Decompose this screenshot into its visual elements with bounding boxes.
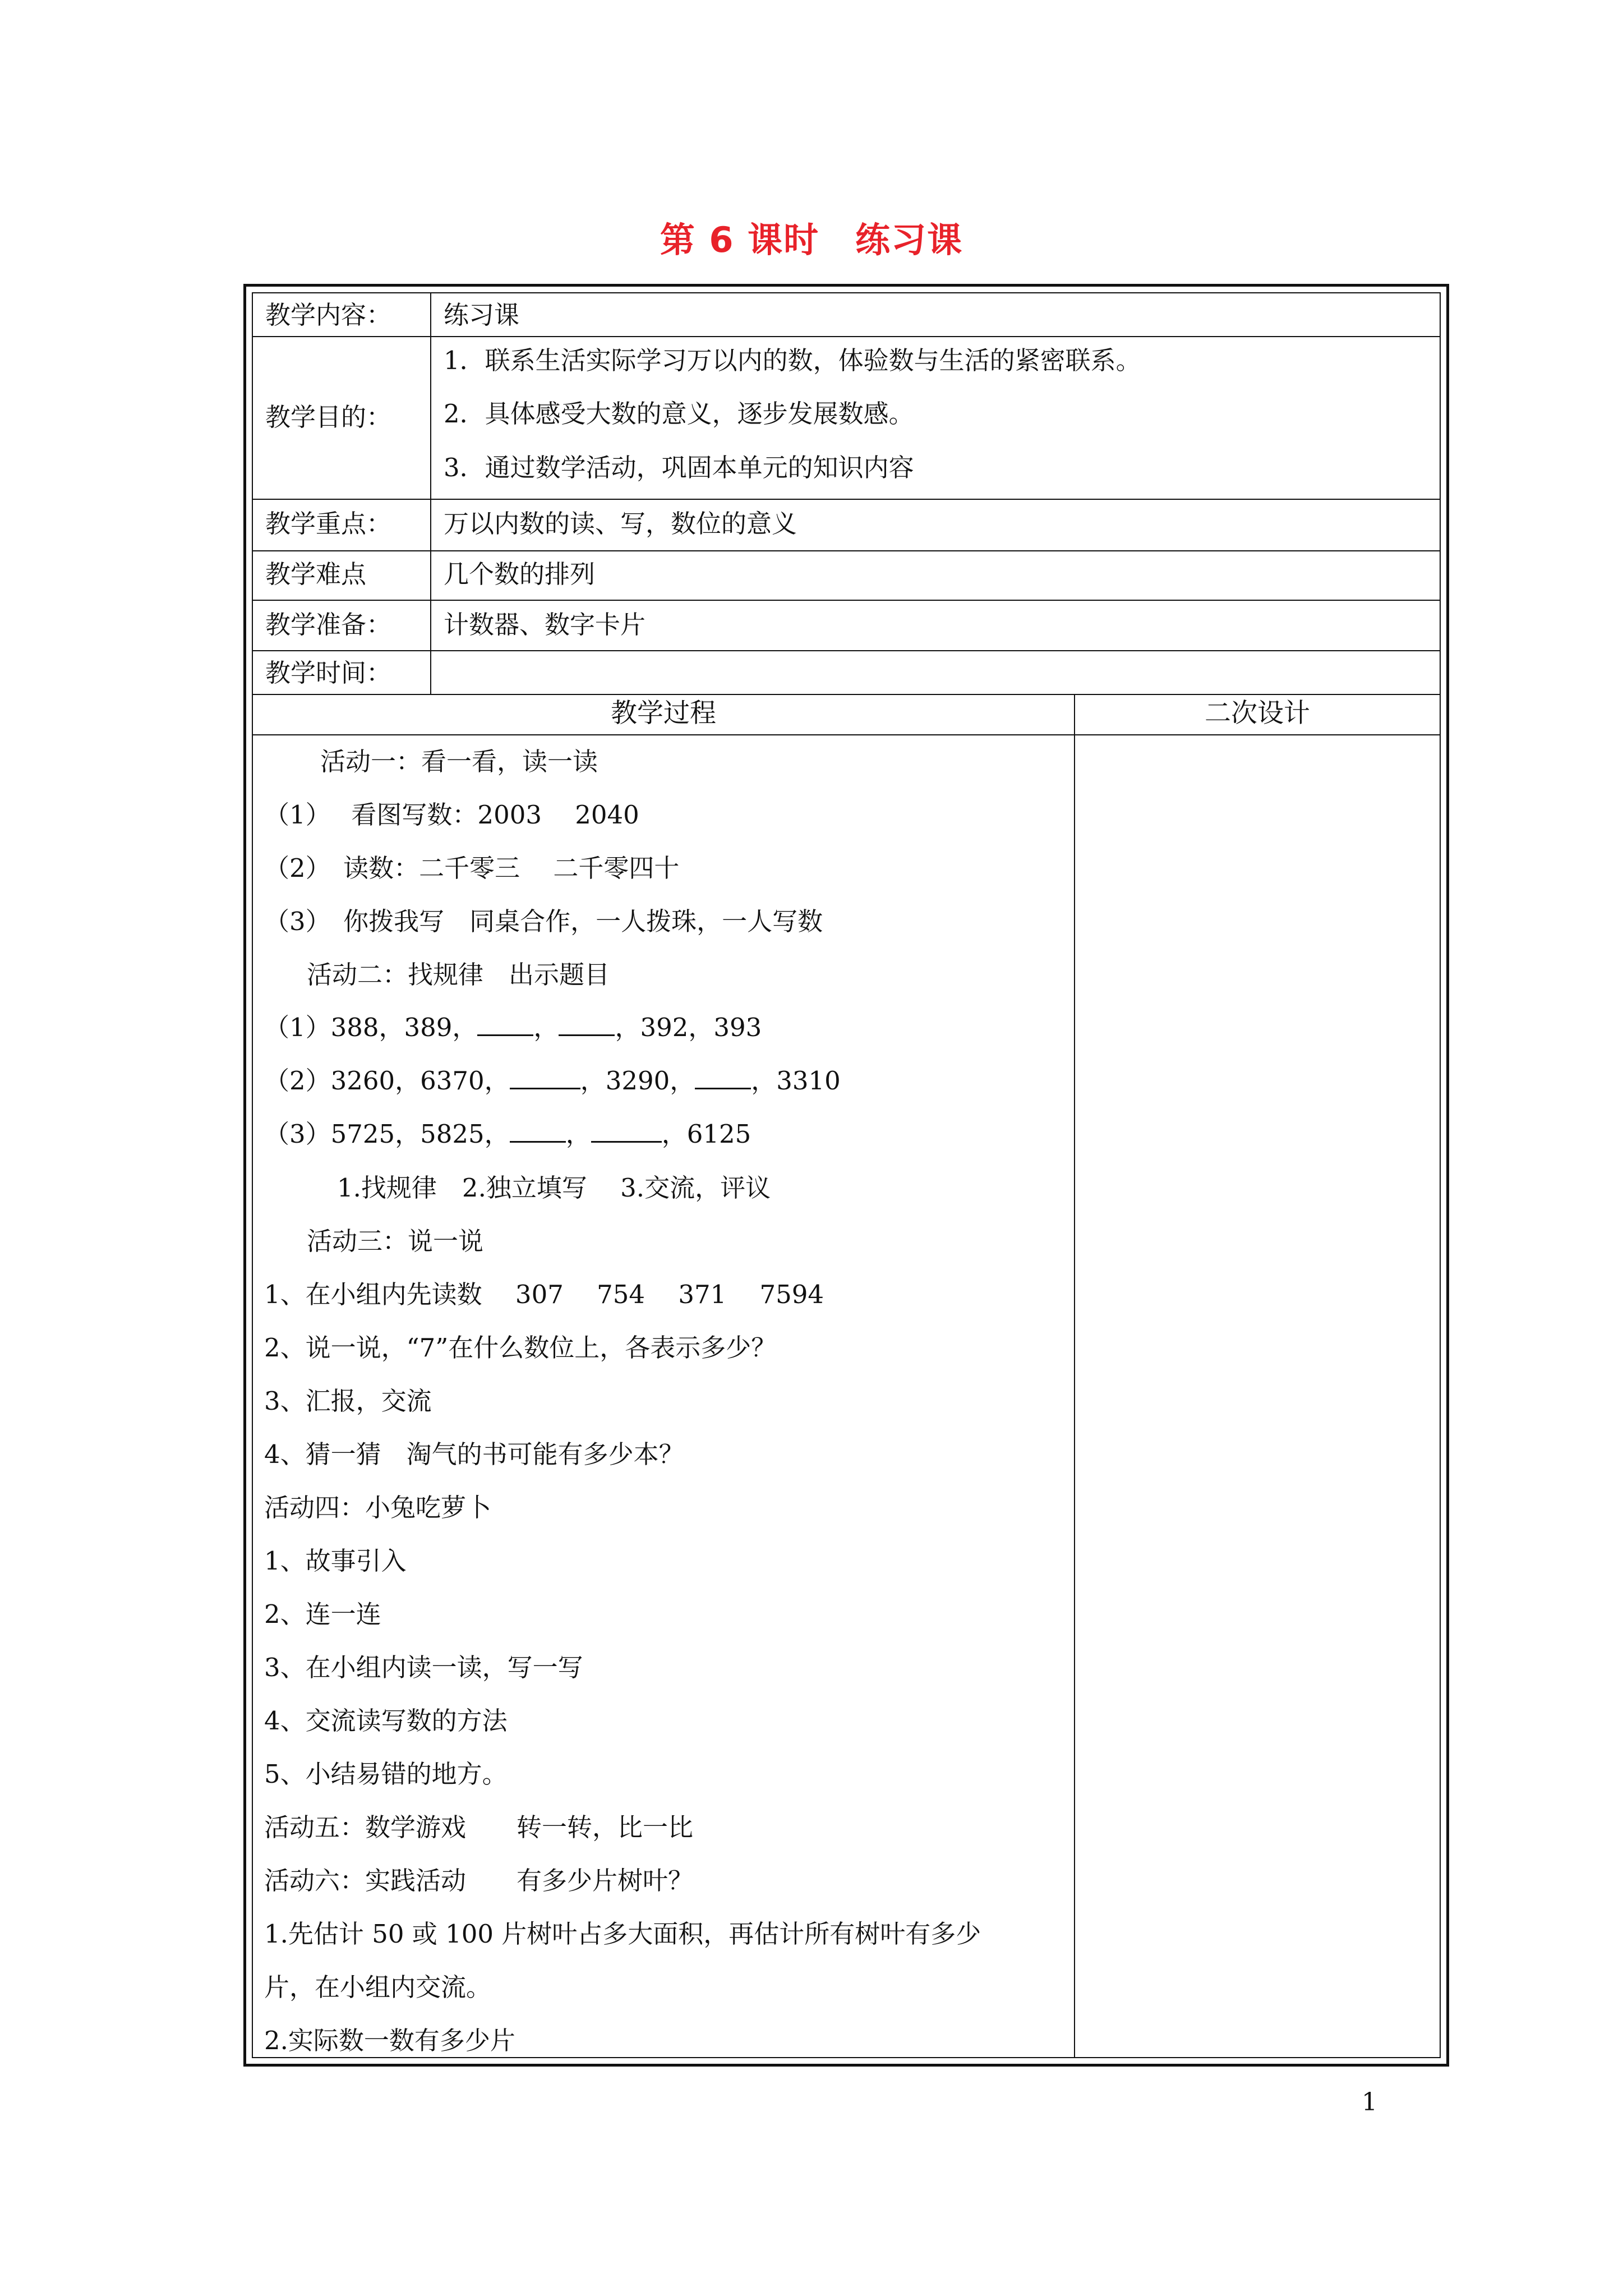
pattern-text: （3）5725，5825， [264,1119,510,1149]
pattern-text: ，6125 [661,1119,751,1149]
goal-item: 2．具体感受大数的意义，逐步发展数感。 [444,399,914,429]
pattern-text: ， [533,1013,559,1042]
activity-title: 活动二：找规律 出示题目 [307,960,610,990]
label-preparation: 教学准备： [265,610,392,639]
redesign-header: 二次设计 [1205,698,1310,729]
activity-title: 活动一：看一看，读一读 [320,747,598,776]
label-difficulty: 教学难点 [265,559,367,589]
goal-item: 1．联系生活实际学习万以内的数，体验数与生活的紧密联系。 [444,346,1141,375]
process-line: 4、猜一猜 淘气的书可能有多少本？ [264,1439,684,1469]
pattern-text: （1）388，389， [264,1013,478,1042]
process-line: （2） 读数：二千零三 二千零四十 [264,853,680,883]
process-line: 4、交流读写数的方法 [264,1706,508,1736]
process-line: 1、故事引入 [264,1546,407,1576]
row-divider [253,734,1440,735]
value-difficulty: 几个数的排列 [444,559,596,589]
pattern-text: ，392，393 [615,1013,762,1042]
page-title: 第 6 课时 练习课 [660,219,963,260]
label-goals: 教学目的： [265,402,392,432]
label-content: 教学内容： [265,300,392,330]
goal-item: 3．通过数学活动，巩固本单元的知识内容 [444,453,914,482]
value-key: 万以内数的读、写，数位的意义 [444,509,797,539]
process-line: 片，在小组内交流。 [264,1972,492,2002]
activity-title: 活动六：实践活动 有多少片树叶？ [264,1866,694,1895]
blank-line [559,1015,615,1036]
process-line: 1、在小组内先读数 307 754 371 7594 [264,1280,824,1309]
page-number: 1 [1362,2088,1377,2116]
blank-line [510,1122,566,1143]
activity-title: 活动三：说一说 [307,1226,484,1256]
value-preparation: 计数器、数字卡片 [444,610,646,639]
pattern-text: ，3290， [580,1066,695,1096]
process-line: （1） 看图写数：2003 2040 [264,800,639,830]
blank-line [510,1069,580,1089]
process-line: 2、连一连 [264,1599,381,1629]
process-line: 3、汇报，交流 [264,1386,432,1416]
blank-line [591,1122,662,1143]
process-line: 3、在小组内读一读，写一写 [264,1653,583,1682]
lesson-plan-table [243,284,1449,2067]
process-line: 1.找规律 2.独立填写 3.交流，评议 [337,1173,771,1203]
process-line: 5、小结易错的地方。 [264,1759,508,1789]
pattern-text: ，3310 [751,1066,841,1096]
activity-title: 活动五：数学游戏 转一转，比一比 [264,1812,694,1842]
table-inner-frame [252,292,1441,2058]
pattern-problem-1 [264,1014,762,1042]
process-line: 1.先估计 50 或 100 片树叶占多大面积，再估计所有树叶有多少 [264,1919,981,1949]
label-key: 教学重点： [265,509,392,539]
process-line: （3） 你拨我写 同桌合作，一人拨珠，一人写数 [264,907,823,936]
process-line: 2、说一说，“7”在什么数位上，各表示多少？ [264,1333,777,1363]
row-divider [253,694,1440,695]
activity-title: 活动四：小兔吃萝卜 [264,1493,492,1522]
pattern-text: ， [565,1119,591,1149]
blank-line [695,1069,751,1089]
pattern-problem-2 [264,1067,841,1095]
process-header: 教学过程 [611,698,716,729]
process-line: 2.实际数一数有多少片 [264,2026,515,2055]
pattern-text: （2）3260，6370， [264,1066,510,1096]
label-time: 教学时间： [265,658,392,688]
blank-line [477,1015,533,1036]
pattern-problem-3 [264,1120,751,1148]
label-column-divider [430,293,431,694]
process-column-divider [1074,694,1075,2057]
value-content: 练习课 [444,300,520,330]
